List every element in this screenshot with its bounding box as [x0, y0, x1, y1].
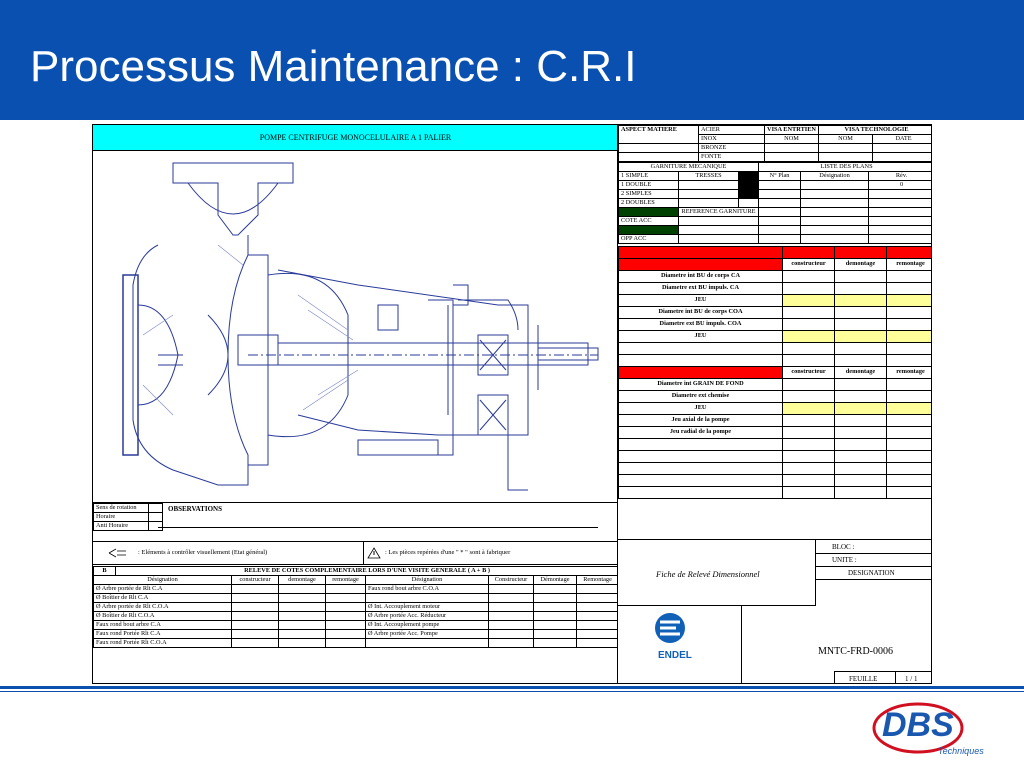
legend-row: [93, 541, 618, 565]
garniture-2-doubles[interactable]: 2 DOUBLES: [619, 199, 679, 208]
plan-col-designation: Désignation: [801, 172, 869, 181]
rotation-anti-horaire: Anti Horaire: [94, 522, 149, 531]
feuille-label: FEUILLE: [849, 675, 878, 683]
garniture-2-simples[interactable]: 2 SIMPLES: [619, 190, 679, 199]
table-row: Ø Arbre portée de Rlt C.A: [94, 585, 232, 594]
col-remontage: remontage: [326, 576, 366, 585]
releve-title: RELEVE DE COTES COMPLEMENTAIRE LORS D'UNE VISITE GENERALE ( A + B ): [116, 567, 619, 576]
plan-col-rev: Rév.: [869, 172, 932, 181]
table-row: Faux rond Portée Rlt C.A: [94, 630, 232, 639]
observations-section: [93, 502, 618, 540]
table-row: Ø Boîtier de Rlt C.O.A: [94, 612, 232, 621]
legend-pieces: : Les pièces repérées d'une " * " sont à fabriquer: [385, 549, 511, 556]
table-row: Faux rond bout arbre C.O.A: [366, 585, 489, 594]
garniture-1-double[interactable]: 1 DOUBLE: [619, 181, 679, 190]
garniture-label: GARNITURE MECANIQUE: [619, 163, 759, 172]
table-row: Ø Boîtier de Rlt C.A: [94, 594, 232, 603]
eye-icon: [108, 548, 128, 560]
observations-line: [158, 527, 598, 528]
visa-techno-date: DATE: [873, 135, 933, 144]
table-row: Ø Int. Accouplement pompe: [366, 621, 489, 630]
table-row: JEU: [619, 294, 783, 306]
option-inox[interactable]: INOX: [699, 135, 765, 144]
option-fonte[interactable]: FONTE: [699, 153, 765, 162]
endel-logo: [618, 606, 742, 684]
aspect-label: ASPECT MATIERE: [619, 126, 699, 144]
dbs-logo: [868, 700, 1010, 762]
table-row: JEU: [619, 402, 783, 414]
visa-techno-nom: NOM: [819, 135, 873, 144]
col-constructeur: constructeur: [232, 576, 279, 585]
divider-line: [0, 686, 1024, 689]
table-row: Diametre int GRAIN DE FOND: [619, 378, 783, 390]
footer-block: [617, 539, 932, 684]
anti-horaire-checkbox[interactable]: [149, 522, 163, 531]
table-row: Faux rond Portée Rlt C.O.A: [94, 639, 232, 648]
slide-title: Processus Maintenance : C.R.I: [30, 42, 637, 91]
col-remontage-2: Remontage: [577, 576, 619, 585]
t1-col-demontage: demontage: [835, 258, 887, 270]
t1-col-remontage: remontage: [887, 258, 933, 270]
col-designation: Désignation: [94, 576, 232, 585]
bloc-label: BLOC :: [832, 543, 855, 551]
sheet-header: POMPE CENTRIFUGE MONOCELULAIRE A 1 PALIER: [93, 125, 618, 151]
divider-line-thin: [0, 691, 1024, 692]
t2-col-remontage: remontage: [887, 366, 933, 378]
shaft-drawing: [248, 305, 598, 415]
plan-rev-value: 0: [869, 181, 932, 190]
table-row: Diametre ext BU impuls. CA: [619, 282, 783, 294]
doc-code: MNTC-FRD-0006: [818, 646, 894, 657]
table-row: Diametre ext chemise: [619, 390, 783, 402]
warning-icon: [367, 547, 381, 561]
visa-entretien-nom: NOM: [765, 135, 819, 144]
table-row: Diametre int BU de corps COA: [619, 306, 783, 318]
releve-table: [93, 566, 618, 684]
dbs-tagline: Techniques: [938, 746, 984, 756]
table-row: [366, 594, 489, 603]
visa-entretien: VISA ENTRTIEN: [765, 126, 819, 135]
opp-acc: OPP ACC: [619, 234, 679, 243]
feuille-page: 1 / 1: [905, 675, 918, 683]
fiche-title: Fiche de Relevé Dimensionnel: [656, 569, 760, 579]
table-row: Diametre ext BU impuls. COA: [619, 318, 783, 330]
col-designation-2: Désignation: [366, 576, 489, 585]
visa-techno: VISA TECHNOLOGIE: [819, 126, 933, 135]
pump-drawing: [98, 155, 613, 500]
garniture-1-simple[interactable]: 1 SIMPLE: [619, 172, 679, 181]
dbs-wordmark: DBS: [882, 706, 954, 744]
table-row: Ø Arbre portée Acc. Pompe: [366, 630, 489, 639]
col-constructeur-2: Constructeur: [489, 576, 534, 585]
table-row: Ø Arbre portée de Rlt C.O.A: [94, 603, 232, 612]
tresses-label: TRESSES: [679, 172, 739, 181]
cote-acc: COTE ACC: [619, 217, 679, 226]
table-row: Jeu radial de la pompe: [619, 426, 783, 438]
designation-label: DESIGNATION: [848, 569, 895, 577]
option-bronze[interactable]: BRONZE: [699, 144, 765, 153]
table-row: [366, 639, 489, 648]
table-row: JEU: [619, 330, 783, 342]
col-demontage: demontage: [279, 576, 326, 585]
legend-visual: : Eléments à contrôler visuellement (Etat général): [138, 549, 268, 556]
maintenance-sheet: [92, 124, 932, 684]
table-row: Diametre int BU de corps CA: [619, 270, 783, 282]
bearing-housing-drawing: [278, 270, 528, 490]
plan-col-num: N° Plan: [759, 172, 801, 181]
table-row: Faux rond bout arbre C.A: [94, 621, 232, 630]
table-row: Ø Arbre portée Acc. Réducteur: [366, 612, 489, 621]
unite-label: UNITE :: [832, 556, 857, 564]
pump-casing-drawing: [123, 163, 348, 485]
t2-col-demontage: demontage: [835, 366, 887, 378]
endel-name: ENDEL: [658, 650, 692, 661]
table-row: Jeu axial de la pompe: [619, 414, 783, 426]
t1-col-constructeur: constructeur: [783, 258, 835, 270]
reference-garniture: REFERENCE GARNITURE: [679, 208, 759, 217]
option-acier[interactable]: ACIER: [699, 126, 765, 135]
right-column: [617, 125, 932, 539]
t2-col-constructeur: constructeur: [783, 366, 835, 378]
table-row: Ø Int. Accouplement moteur: [366, 603, 489, 612]
rotation-label: Sens de rotation: [94, 504, 149, 513]
observations-label: OBSERVATIONS: [168, 505, 222, 513]
plans-label: LISTE DES PLANS: [759, 163, 932, 172]
col-demontage-2: Démontage: [534, 576, 577, 585]
rotation-horaire: Horaire: [94, 513, 149, 522]
horaire-checkbox[interactable]: [149, 513, 163, 522]
section-b: B: [94, 567, 116, 576]
